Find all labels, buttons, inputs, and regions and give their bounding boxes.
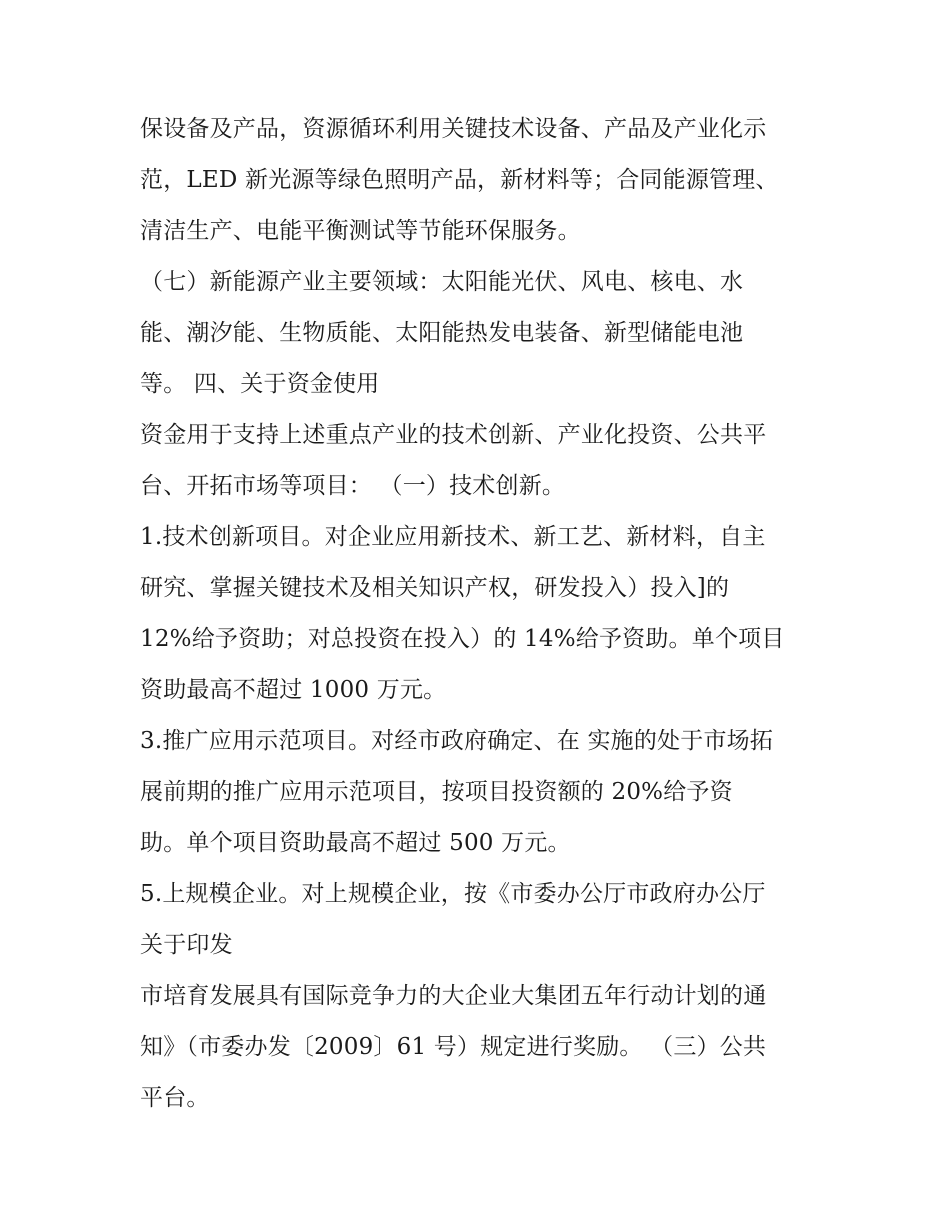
text-line: 3.推广应用示范项目。对经市政府确定、在 实施的处于市场拓 [140, 728, 774, 754]
text-line: 平台。 [140, 1085, 210, 1111]
text-line: 关于印发 [140, 932, 233, 958]
text-line: 能、潮汐能、生物质能、太阳能热发电装备、新型储能电池 [140, 320, 744, 346]
text-line: 12%给予资助；对总投资在投入）的 14%给予资助。单个项目 [140, 626, 785, 652]
text-line: （七）新能源产业主要领域：太阳能光伏、风电、核电、水 [140, 269, 744, 295]
text-line: 保设备及产品，资源循环利用关键技术设备、产品及产业化示 [140, 116, 767, 142]
text-line: 知》（市委办发〔2009〕61 号）规定进行奖励。 （三）公共 [140, 1034, 767, 1060]
text-line: 资助最高不超过 1000 万元。 [140, 677, 447, 703]
text-line: 展前期的推广应用示范项目，按项目投资额的 20%给予资 [140, 779, 733, 805]
text-line: 5.上规模企业。对上规模企业，按《市委办公厅市政府办公厅 [140, 881, 766, 907]
text-line: 1.技术创新项目。对企业应用新技术、新工艺、新材料，自主 [140, 524, 766, 550]
text-line: 资金用于支持上述重点产业的技术创新、产业化投资、公共平 [140, 422, 767, 448]
text-line: 台、开拓市场等项目： （一）技术创新。 [140, 473, 566, 499]
text-line: 等。 四、关于资金使用 [140, 371, 380, 397]
text-line: 清洁生产、电能平衡测试等节能环保服务。 [140, 218, 581, 244]
document-page [140, 104, 820, 1124]
text-line: 范，LED 新光源等绿色照明产品，新材料等；合同能源管理、 [140, 167, 779, 193]
text-line: 助。单个项目资助最高不超过 500 万元。 [140, 830, 571, 856]
text-line: 研究、掌握关键技术及相关知识产权，研发投入）投入]的 [140, 575, 730, 601]
text-line: 市培育发展具有国际竞争力的大企业大集团五年行动计划的通 [140, 983, 767, 1009]
